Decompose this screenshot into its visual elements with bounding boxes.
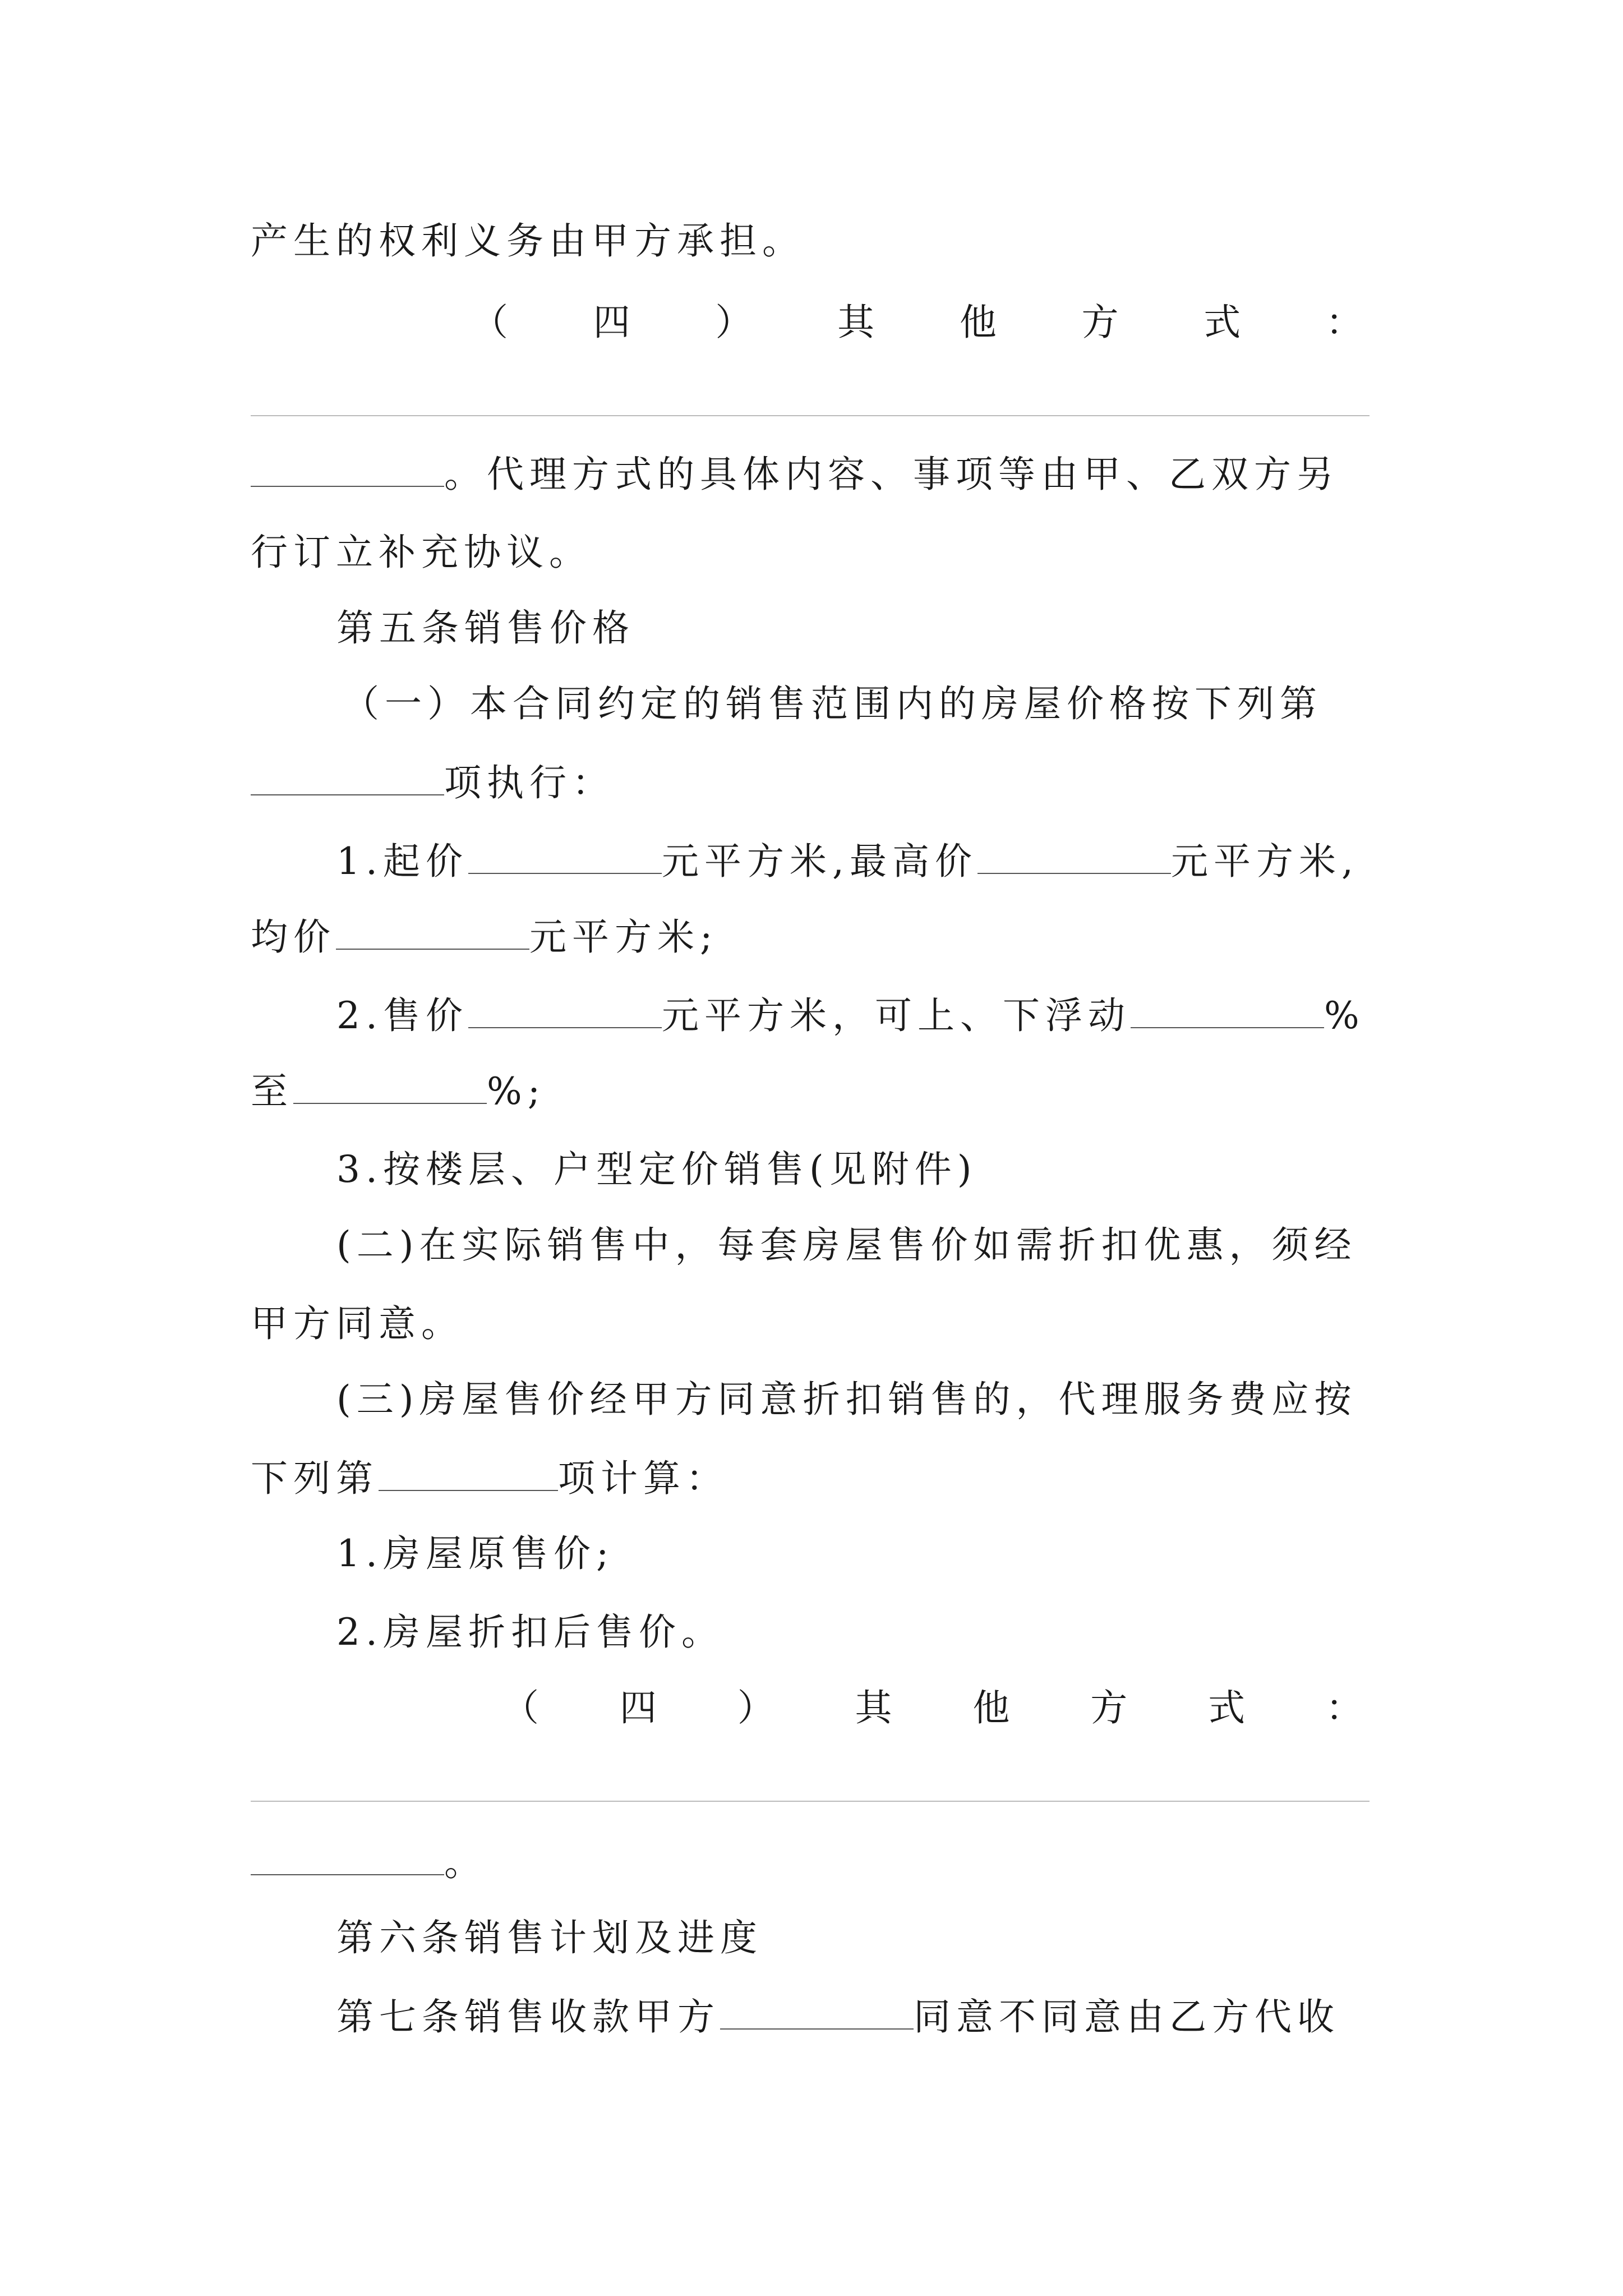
- paragraph-line: 甲方同意。: [251, 1302, 464, 1345]
- fill-in-rule: [251, 415, 1370, 416]
- line-text: 元平方米;: [529, 915, 718, 959]
- heading-char: （: [502, 1686, 545, 1729]
- article-title: 第六条销售计划及进度: [336, 1916, 763, 1959]
- paragraph-line: [251, 1837, 487, 1888]
- line-text: 均价: [251, 915, 336, 959]
- heading-char: 四: [593, 301, 636, 344]
- blank-field: [379, 1453, 558, 1491]
- blank-field: [293, 1066, 487, 1104]
- blank-field: [251, 1837, 444, 1875]
- line-text: 。: [444, 1841, 487, 1884]
- blank-field: [251, 757, 444, 795]
- heading-char: ）: [715, 301, 758, 344]
- line-text: %: [1324, 994, 1365, 1037]
- blank-field: [251, 449, 444, 487]
- blank-field: [468, 836, 662, 874]
- blank-field: [978, 836, 1171, 874]
- paragraph-line: [251, 1066, 546, 1117]
- blank-field: [468, 990, 662, 1028]
- heading-char: 四: [619, 1686, 662, 1729]
- paragraph-line: 2.房屋折扣后售价。: [336, 1611, 724, 1654]
- line-text: %;: [487, 1070, 546, 1113]
- heading-char: 方: [1081, 301, 1124, 344]
- paragraph-line: [336, 836, 1359, 887]
- other-method-heading-1: [471, 297, 1368, 348]
- paragraph-line: （一）本合同约定的销售范围内的房屋价格按下列第: [342, 682, 1322, 725]
- heading-char: 式: [1208, 1686, 1251, 1729]
- article-title: 第五条销售价格: [336, 606, 635, 650]
- paragraph-line: [251, 912, 718, 963]
- heading-char: 方: [1090, 1686, 1133, 1729]
- heading-char: ）: [737, 1686, 780, 1729]
- line-text: 元平方米，可上、下浮动: [661, 994, 1131, 1037]
- paragraph-line: [336, 1991, 1340, 2042]
- blank-field: [1131, 990, 1324, 1028]
- blank-field: [336, 912, 529, 950]
- fill-in-rule: [251, 1801, 1370, 1802]
- paragraph-line: 产生的权利义务由甲方承担。: [251, 219, 805, 263]
- heading-char: 他: [972, 1686, 1016, 1729]
- blank-field: [720, 1991, 914, 2030]
- heading-char: （: [471, 301, 514, 344]
- paragraph-line: [251, 449, 1339, 500]
- line-text: 2.售价: [336, 994, 468, 1037]
- line-text: 。代理方式的具体内容、事项等由甲、乙双方另: [444, 453, 1339, 496]
- line-text: 至: [251, 1070, 293, 1113]
- line-text: 项计算：: [558, 1457, 728, 1500]
- line-text: 下列第: [251, 1457, 379, 1500]
- heading-char: 其: [855, 1686, 898, 1729]
- paragraph-line: [251, 757, 615, 808]
- line-text: 元平方米,最高价: [661, 840, 978, 883]
- line-text: 同意不同意由乙方代收: [914, 1995, 1340, 2039]
- heading-char: 他: [959, 301, 1002, 344]
- paragraph-line: 行订立补充协议。: [251, 531, 592, 574]
- line-text: 1.起价: [336, 840, 468, 883]
- heading-char: ：: [1325, 301, 1368, 344]
- paragraph-line: 1.房屋原售价;: [336, 1532, 615, 1575]
- other-method-heading-2: [502, 1683, 1368, 1733]
- paragraph-line: (三)房屋售价经甲方同意折扣销售的，代理服务费应按: [336, 1378, 1357, 1421]
- paragraph-line: [336, 990, 1365, 1041]
- heading-char: ：: [1325, 1686, 1368, 1729]
- heading-char: 式: [1204, 301, 1247, 344]
- paragraph-line: 3.按楼层、户型定价销售(见附件): [336, 1148, 978, 1191]
- line-text: 第七条销售收款甲方: [336, 1995, 720, 2039]
- paragraph-line: [251, 1453, 728, 1504]
- line-text: 项执行：: [444, 761, 615, 804]
- heading-char: 其: [837, 301, 880, 344]
- line-text: 元平方米,: [1170, 840, 1359, 883]
- paragraph-line: (二)在实际销售中，每套房屋售价如需折扣优惠，须经: [336, 1223, 1357, 1267]
